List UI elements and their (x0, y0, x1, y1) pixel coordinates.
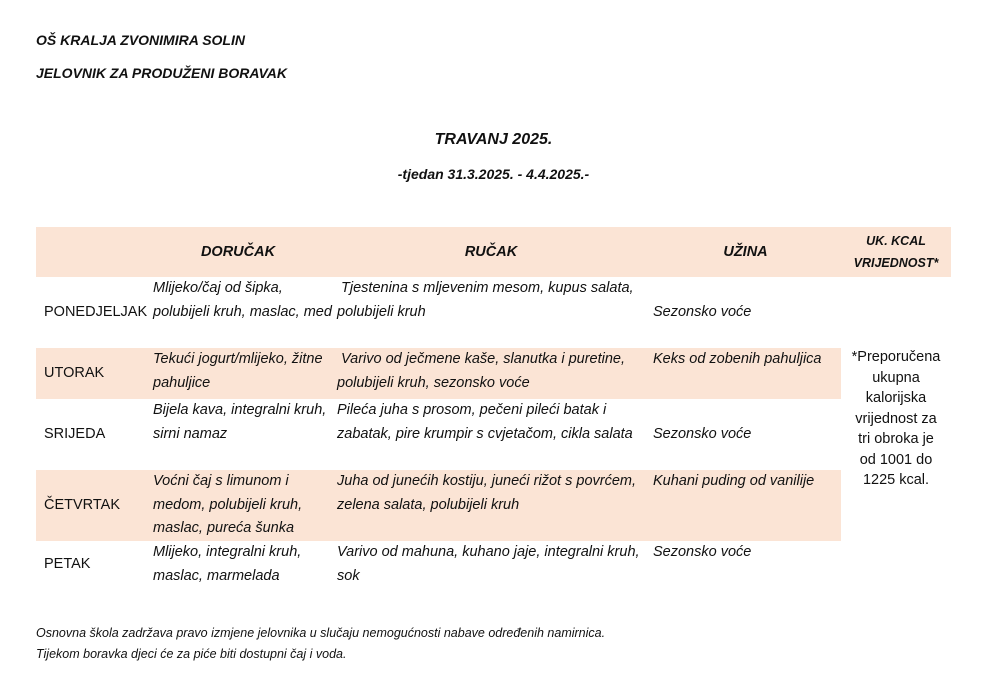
snack-wednesday: Sezonsko voće (653, 425, 752, 442)
day-friday: PETAK (44, 556, 91, 573)
breakfast-tuesday: Tekući jogurt/mlijeko, žitne pahuljice (144, 348, 332, 399)
breakfast-thursday: Voćni čaj s limunom i medom, polubijeli kruh, maslac, pureća šunka (144, 470, 332, 541)
menu-title: JELOVNIK ZA PRODUŽENI BORAVAK (36, 65, 287, 81)
lunch-thursday: Juha od junećih kostiju, juneći rižot s povrćem, zelena salata, polubijeli kruh (332, 470, 650, 541)
header-kcal: UK. KCAL VRIJEDNOST* (853, 234, 939, 270)
lunch-monday: Tjestenina s mljevenim mesom, kupus salata, polubijeli kruh (337, 280, 638, 320)
day-monday: PONEDJELJAK (44, 303, 148, 320)
breakfast-wednesday: Bijela kava, integralni kruh, sirni namaz (153, 402, 327, 442)
table-row (36, 277, 951, 348)
breakfast-friday: Mlijeko, integralni kruh, maslac, marmelada (153, 544, 302, 584)
lunch-wednesday: Pileća juha s prosom, pečeni pileći batak i zabatak, pire krumpir s cvjetačom, cikla salata (337, 402, 633, 442)
lunch-tuesday: Varivo od ječmene kaše, slanutka i puretine, polubijeli kruh, sezonsko voće (332, 348, 650, 399)
snack-thursday: Kuhani puding od vanilije (650, 470, 841, 541)
snack-tuesday: Keks od zobenih pahuljica (650, 348, 841, 399)
header-lunch: RUČAK (464, 244, 518, 260)
header-snack: UŽINA (723, 244, 768, 260)
snack-friday: Sezonsko voće (653, 544, 752, 560)
school-name: OŠ KRALJA ZVONIMIRA SOLIN (36, 32, 245, 48)
table-header-row (36, 227, 951, 277)
footnote-drinks: Tijekom boravka djeci će za piće biti dostupni čaj i voda. (36, 647, 347, 661)
day-tuesday: UTORAK (36, 348, 144, 399)
week-range: -tjedan 31.3.2025. - 4.4.2025.- (397, 166, 590, 182)
table-row (36, 541, 951, 589)
header-day (36, 227, 144, 277)
day-thursday: ČETVRTAK (36, 470, 144, 541)
table-row (36, 470, 951, 541)
day-wednesday: SRIJEDA (44, 425, 106, 442)
header-breakfast: DORUČAK (200, 244, 276, 260)
breakfast-monday: Mlijeko/čaj od šipka, polubijeli kruh, maslac, med (153, 280, 332, 320)
kcal-note-cell (841, 277, 951, 589)
snack-monday: Sezonsko voće (653, 303, 752, 320)
table-row (36, 348, 951, 399)
table-row (36, 399, 951, 470)
footnote-menu-changes: Osnovna škola zadržava pravo izmjene jelovnika u slučaju nemogućnosti nabave određenih namirnica. (36, 626, 606, 640)
kcal-note: *Preporučena ukupna kalorijska vrijednost za tri obroka je od 1001 do 1225 kcal. (851, 349, 941, 488)
lunch-friday: Varivo od mahuna, kuhano jaje, integralni kruh, sok (337, 544, 640, 584)
month-heading: TRAVANJ 2025. (434, 131, 553, 148)
menu-table (36, 227, 951, 589)
